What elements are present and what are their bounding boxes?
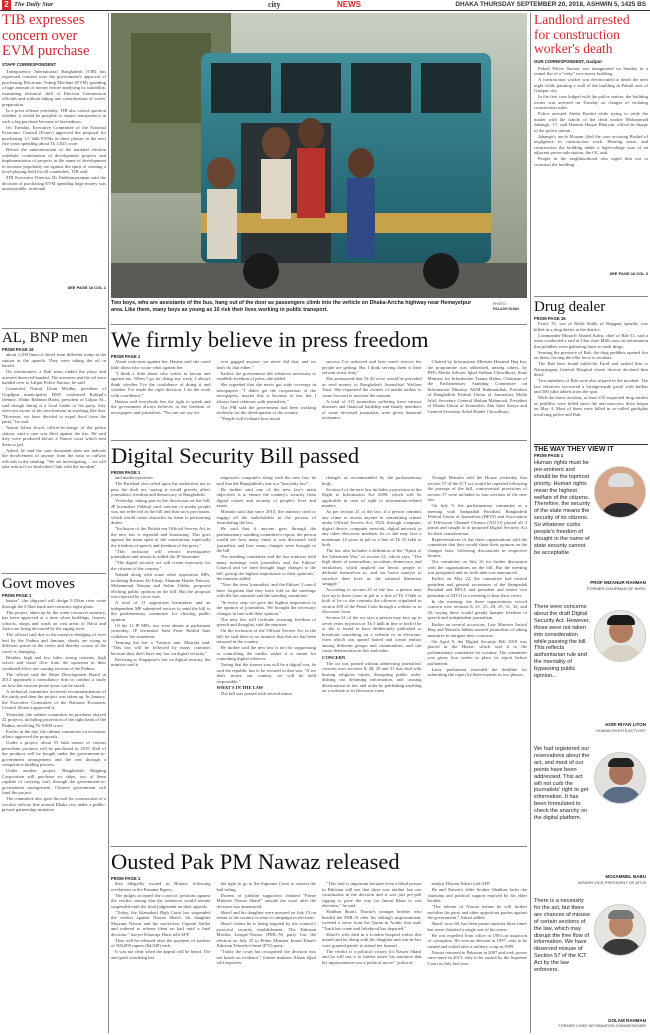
paragraph: the right to go to the Supreme Court to contest the bail ruling.: [216, 881, 316, 892]
opinion-title: FORMER CHIEF INFORMATION COMMISSIONER: [558, 1024, 646, 1028]
paragraph: Earlier on May 22, the committee had invited president and general secretaries of the Sampadak Parishad and BFUJ, and president and senior vice president of ATCO to a meeting to hear their views.: [427, 576, 527, 598]
paragraph: Yesterday, taking part in the discussion on the bill, JP lawmaker Fakhrul said concern of media people was not reflected in the bill and that such provisions, which would create obstacles for them to performing duties.: [111, 498, 211, 526]
paragraph: On the inclusion of the Official Secrets Act in the bill, he said there is no instance that this act has been misused in the country.: [216, 628, 316, 645]
paragraph: Referring to Singapore's law on digital security, the minister said it: [111, 656, 211, 668]
paragraph: The official said the Water Development Board in 2012 appointed a consultancy firm to conduct a study on how the erosion-prone areas can be saved.: [2, 671, 106, 688]
paragraph: He and Nawaz's elder brother Shahbaz lacks the charisma and political support enjoyed by his elder brother.: [427, 887, 527, 904]
paragraph: Mustafa said that since 2015, the ministry tried to engage all the stakeholders in the process of formulating the law.: [216, 509, 316, 526]
paragraph: The judges accepted the convicts' petitions against the verdict, noting that the sentences would remain suspended until the final judgement on their appeals.: [111, 892, 211, 909]
byline: OUR CORRESPONDENT, Gazipur: [534, 58, 603, 64]
paragraph: Representatives of the three organisations told the committee that they would share their opinion on the changes later, following discussions in respective forums.: [427, 536, 527, 559]
article-body: [2, 69, 106, 285]
paragraph: success I've achieved and how much service the people are getting. But I think serving them is their servant in my duty.": [322, 359, 422, 375]
section-label: city: [268, 0, 281, 9]
paragraph: The committee on July 16 for further discussion with the organisations on the bill. But the meeting was postponed and no fresh date was announced.: [427, 559, 527, 576]
paragraph: Noting that the former was will be a digital war, he said the republic has to be secured in that war. "If we don't secure our country, we will be held responsible.": [216, 662, 316, 684]
jump-line[interactable]: SEE PAGE 16 COL 6: [609, 270, 648, 276]
article-landlord: [534, 13, 648, 276]
kicker: FROM PAGE 16: [2, 347, 34, 352]
article-digital-security-bill: [111, 444, 527, 845]
paragraph: Asked, he said the case document does not indicate the involvement of anyone from the train or railway officials in the stealing. "We are investigating ... we will take action if we find others' link with the incident".: [2, 447, 106, 470]
paragraph: On information, a Rab team raided the place and arrested them red-handed. The arrestees and the oil were handed over to Lalpur Police Station, he said.: [2, 369, 106, 386]
opinion-item: [534, 898, 648, 1034]
avatar: [594, 610, 646, 662]
paragraph: Sharif, now 68, has been prime minister three times but never finished a single one of his terms.: [427, 921, 527, 932]
paragraph: TIB Executive Director Dr Iftekharuzzaman said the decision of purchasing EVM spending huge money was unreasonable, irrational: [2, 175, 106, 192]
paragraph: Sensing the presence of Rab, the drug peddlers opened fire on them, forcing the elite force to retaliate.: [534, 349, 648, 361]
headline: Digital Security Bill passed: [111, 443, 360, 468]
opinion-name: MOZAMMEL BABU: [605, 874, 646, 879]
paragraph: Police arrested Abdur Rashid while trying to settle the matter with the family of the dead worker Mohammad Jahangir, 17, said Hasmat Haque Bhuiyan, officer-in-charge of the police station.: [534, 111, 648, 133]
paragraph: The Rab later found bullet-hit Farid and rushed him to Narayanganj General Hospital where doctors declared him dead.: [534, 361, 648, 378]
opinion-quote: There were concerns about the draft Digital Security Act. However, those were not taken into consideration while passing the bill. This reflects authoritarian rule and the mentality of bypassing public opinion...: [534, 604, 590, 680]
opinion-name: HORI RIYAN LITON: [605, 722, 646, 727]
paragraph: Under another project, Bangladesh Shipping Corporation will purchase six ships, two of them capable of carrying coal, through the government-to-government arrangement. Chinese government will fund the project.: [2, 768, 106, 796]
headline: TIB expresses concern over EVM purchase: [2, 12, 90, 59]
subhead: WHAT'S IN THE LAW: [216, 685, 264, 691]
paragraph: The bill was passed with several minor: [220, 691, 293, 697]
caption-text: Two boys, who are assistants of the bus, hang out of the door as passengers climb into the vehicle on Dhaka-Aricha highway near Hemayetpur area. Like them, many boys as young as 10 risk their lives working in public transport.: [111, 300, 472, 313]
paragraph: Nahaid along with some other opposition MPs, including Rustom Ali Faraji, Shamim Haider Patwari, Mohammad Noman and Selim Uddin, proposed eliciting public opinion on the bill. But the proposal was rejected by voice vote.: [111, 572, 211, 600]
column: [428, 359, 528, 434]
paragraph: ever gagged anyone; we never did that, and we don't do that either.": [216, 359, 316, 370]
article-columns: [111, 881, 527, 1033]
paragraph: Dozens of jubilant supporters chanted "Prime Minister Nawaz Sharif" outside the court after the decision was announced.: [216, 892, 316, 909]
opinion-item: [534, 604, 648, 742]
paragraph: Sharif claims he is being targeted by the country's powerful security establishment. The Pakistan Muslim League-Nawaz (PML-N) party lost the election on July 25 to Prime Minister Imran Khan's Pakistan Tehreek-i-Insaf (PTI) party.: [216, 921, 316, 949]
column: [428, 881, 528, 1033]
paragraph: The project, taken up by the water resources ministry, has been approved at a time when buildings, houses, schools, shops and roads on vast areas of Naria and Jazira are being devoured by the raging river.: [2, 609, 106, 632]
opinion-quote: There is a necessity for the act, but there are chances of misuse of certain sections of the law, which may disrupt the free flow of information. We have observed misuse of Section 57 of the ICT Act by the law enforcers.: [534, 898, 590, 974]
paragraph: He said that if anyone goes through the parliamentary standing committee's report, the person would see how many times it was discussed with journalists and how many changes were brought to the bill.: [216, 526, 316, 554]
news-label: NEWS: [337, 0, 361, 9]
column: [111, 359, 211, 434]
paragraph: "The digital security act will create insecurity for the citizens of the country.": [111, 560, 211, 571]
headline: Govt moves: [2, 576, 75, 592]
article-press-freedom: [111, 328, 527, 434]
paragraph: On July 9, the parliamentary committee at a meeting with Sampadak Parishad, Bangladesh Federal Union of Journalists (BFUJ) and Association of Television Channel Owners (ATCO) placed all 3 points and sought to to proposed Digital Security Act for their consideration.: [427, 503, 527, 536]
paragraph: People in the neighbourhood also urged him not to construct the building: [534, 156, 648, 167]
paragraph: Commander Mosarff Ahmed Kabir, chief of Rab-11, said a team conducted a raid at Char Jone Mills area on information that peddlers were gathering there to trade drugs.: [534, 332, 648, 349]
paragraph: basins", the shipyard will design 9.25km river route through the 8.5km bank and construct eight ghats.: [2, 598, 106, 609]
paragraph: "I think a little about who writes in favour and against me. When I go for doing any work, I always think whether I've the confidence of doing it and whether I've made the right decision. I do the work with confidence.": [111, 370, 211, 398]
paragraph: Terming the law a "historic one, Mustafa said: "This law will be followed by many countries because they don't have any law on digital security.": [111, 639, 211, 656]
article-drug-dealer: [534, 299, 648, 443]
article-body: [2, 598, 106, 1030]
headline: Ousted Pak PM Nawaz released: [111, 849, 400, 874]
bus-photo-illustration: [111, 13, 527, 298]
byline: STAFF CORRESPONDENT: [2, 61, 57, 67]
paragraph: Transparency International Bangladesh (TIB) has expressed concern over the government's approval of purchasing Electronic Voting Machine (EVM) spending a huge amount of money before analysing its suitability, examining technical skill of Election Commission officials and without taking into consideration of voters' preparation.: [2, 68, 106, 107]
paragraph: With the latest incident, at least 235 suspected drug traders or peddlers were killed since the anti-narcotics drive began on May 4. Most of them were killed in so-called gunfights involving police and Rab.: [534, 395, 648, 417]
paragraph: She announced that Tk 20 crore would be provided as seed money to Bangladesh Journalists' Welfare Trust. She requested the owners of media outlets to come forward to increase the amount.: [322, 376, 422, 398]
paragraph: About criticisms against her, Hasina said she cared little about who wrote what against her.: [111, 359, 211, 370]
column: [217, 881, 317, 1033]
paragraph: In the meeting, the three organisations voiced concern over sections 8, 21, 25, 28, 29, 31, 32, and 43, saying these would greatly hamper freedom of speech and independent journalism.: [427, 598, 527, 621]
paragraph: Of the 11 JP MPs, two were absent in parliament yesterday. JP lawmaker Sani Ferer Rashid later withdrew her statement.: [111, 622, 211, 639]
paragraph: Chaired by Information Minister Hasanul Haq Inu, the programme was addressed, among others, by PM's Media Adviser Iqbal Sobhan Chowdhury, State Minister for Information Tarana Halim, Chairman of the Parliamentary Standing Committee on Information Ministry AKM Rahmatullah, President of Bangladesh Federal Union of Journalists Molla Jalal, Secretary General Shaban Mahmood, President of Dhaka Union of Journalists Abu Jafar Suriya and General Secretary Sohel Haider Chowdhury.: [427, 359, 527, 414]
kicker: FROM PAGE 1: [534, 453, 564, 458]
paragraph: He was expelled from office in 1993 on suspicion of corruption. He won an election in 1997, only to be ousted and exiled after a military coup in 1999.: [427, 932, 527, 949]
paragraph: The standing committee and the law ministry held many meetings with journalists and the Editors' Council and we have brought huge changes to the bill, giving the highest importance to their opinions," the minister added.: [216, 554, 316, 582]
article-al-bnp: [2, 330, 106, 564]
opinion-item: [534, 746, 648, 894]
paragraph: changes as recommended by the parliamentary body.: [322, 475, 422, 486]
paragraph: The act was passed without addressing journalists' concern over sections 8, 28, 29 and 31 that deal with hurting religious values, disrupting public order, dishing out defaming information, and causing deterioration in law and order by publishing anything on a website or in electronic form.: [322, 660, 422, 694]
paragraph: A total of 315 journalists suffering from various diseases and financial hardship and family members of some deceased journalists were given financial assistance.: [322, 398, 422, 421]
photo-caption: [111, 300, 527, 322]
opinion-quote: Human rights must be pre-eminent and should be the topmost priority. Human rights mean the highest welfare of the citizens. Therefore, the security of the state means the security of its citizens. So whatever curbs people's freedom of thought in the name of state security cannot be acceptable.: [534, 460, 590, 556]
paragraph: about 3,100 lines of diesel from different trains in the station in the upazila. They were taking the oil in barrels.: [2, 352, 106, 368]
paragraph: Pubail Police Station was inaugurated on Sunday in a rented flat of a "risky" two-storey building.: [534, 65, 648, 76]
paragraph: "People will evaluate how much: [220, 416, 281, 422]
headline: Drug dealer: [534, 299, 606, 315]
paragraph: they allegedly owned in Britain, following revelations in the Panama Papers.: [111, 881, 211, 892]
column: [322, 359, 422, 434]
kicker: FROM PAGE 1: [111, 470, 141, 475]
paragraph: The committee also gave the nod for construction of a circular railway line around Dhaka city under a public-private partnership initiative.: [2, 796, 106, 813]
paragraph: "This inclusion will restrict investigative journalism and research; added the JP lawmaker.: [111, 548, 211, 560]
kicker: FROM PAGE 1: [2, 593, 32, 598]
paragraph: A technical committee reviewed recommendations of the study and then the project was taken up. In January, the Executive Committee of the National Economic Council (Ecnec) approved it.: [2, 688, 106, 711]
paragraph: As per section 21 of the law, if a person commits any crime or assists anyone in committing crimes under Official Secrets Act, 1923, through computer, digital device, computer network, digital network or any other electronic medium, he or she may face a maximum 14 years in jail or a fine of Tk 25 lakh or both.: [322, 509, 422, 548]
page-number: 2: [2, 0, 11, 10]
dateline: DHAKA THURSDAY SEPTEMBER 20, 2018, ASHWIN 5, 1425 BS: [455, 1, 646, 8]
paragraph: A construction worker was electrocuted to death the next night while painting a wall of the building in Pubail area of Gazipur city.: [534, 77, 648, 94]
paragraph: The verdict is a political victory for Nawaz Sharif and he will use it to further assert his narrative that his imprisonment was a political move," political: [322, 948, 422, 965]
column: [111, 475, 211, 845]
paragraph: Section 3 of the new law includes a provision of the Right to Information Act 2009, which will be applicable in case of right to information-related matters.: [322, 486, 422, 509]
headline: Landlord arrested for construction worker's death: [534, 12, 630, 56]
headline: AL, BNP men: [2, 330, 88, 346]
opinion-name: PROF MIZANUR RAHMAN: [590, 580, 646, 585]
paper-name: The Daily Star: [14, 1, 54, 8]
paragraph: Nawaz returned to Pakistan in 2007 and took power once more in 2013, only to be ousted by the Supreme Court in July last year.: [427, 949, 527, 966]
subhead: CONCERN: [322, 654, 346, 660]
paragraph: Later, parliament extended the deadline for submitting the report by three months in two phases.: [427, 666, 527, 678]
avatar: [594, 904, 646, 956]
paragraph: Shahbaz Sharif, Nawaz's younger brother who headed the PML-N after his sibling's imprisonment, tweeted a verse from the Quran in Arabic that said: "Truth has come and falsehood has departed.": [322, 909, 422, 931]
opinion-item: [534, 460, 648, 600]
paragraph: empowers computers along with the new law, he said that the Bangladesh's one is a "heavenly law".: [216, 475, 316, 486]
paragraph: It was not clear when the appeal will be heard. The anti-graft watchdog has: [111, 949, 211, 960]
paragraph: "Today the court has recognised the decision was not based on evidence," former minister Ahsan Iqbal told reporters.: [216, 949, 316, 966]
opinion-title: HUMAN RIGHTS ACTIVIST: [596, 728, 646, 733]
paragraph: On Tuesday, Executive Committee of the National Economic Council (Ecnec) approved the proposal for purchasing 1.5 lakh EVMs in three phases in the next five years spending about Tk 3,825 crore.: [2, 124, 106, 147]
opinion-quote: We had registered our reservations about the act, and most of our points have been addressed. This act will not curb the journalists' right to get information. It has been formulated to check the anarchy on the digital platform.: [534, 746, 590, 822]
paragraph: According to section 25 of the law, a person may face up to three years in jail or a fine of Tk 3 lakh or both of he or she commits the offences stipulated in section 499 of the Penal Code through a website or in electronic form.: [322, 587, 422, 615]
paragraph: In a press release yesterday, TIB also raised question whether it would be possible to ensure transparency in such a big purchase because of hurriedness.: [2, 107, 106, 124]
paragraph: She regretted that she never got wide coverage in newspapers. "I didn't get the cooperation of the newspapers, maybe this is because of me, but I always have relations with journalists.": [216, 382, 316, 404]
kicker: FROM PAGE 1: [111, 354, 141, 359]
avatar: [594, 752, 646, 804]
column: [217, 475, 317, 845]
masthead: [0, 0, 650, 11]
paragraph: The official said due to the massive dredging of river bed by the Padma and Jamuna, shoals are rising at different points in the rivers and thereby course of the rivers is changing.: [2, 632, 106, 654]
paragraph: "The release of Nawaz means he will further mobilise his party and other opposition parties against the government," Askari added.: [427, 904, 527, 921]
paragraph: The Parishad also called upon the authorities not to pass the draft act, saying it would gravely affect journalistic freedom and democracy in Bangladesh.: [111, 481, 211, 498]
paragraph: He further said one of the new law's main objectives is to ensure the country's security from digital crimes and security of people's lives and assets.: [216, 486, 316, 509]
article-columns: [111, 359, 527, 434]
avatar: [594, 466, 646, 518]
paragraph: They will be released after the payment of sureties of 500,000 rupees ($4,038) each.: [111, 937, 211, 949]
article-govt-moves: [2, 576, 106, 1030]
paragraph: The PM said the government had been working tirelessly for the development of the country.: [216, 404, 316, 416]
paragraph: "Today, the Islamabad High Court has suspended the verdict against Nawaz Sharif, his daughter Maryam Nawaz and his son-in-law Captain Safdar and ordered to release them on bail until a final decision," lawyer Khawaja Haris told AFP.: [111, 909, 211, 937]
photo-credit-label: PHOTO:: [493, 302, 507, 306]
paragraph: In the first case lodged with the police station, the building owner was arrested on Tuesday on charges of violating construction rules.: [534, 94, 648, 111]
article-pak-pm: [111, 850, 527, 1033]
column: [322, 475, 422, 845]
paragraph: The law also includes a definition of the "Spirit of the Liberation War" in section 21, which says, "The high ideals of nationalism, socialism, democracy and secularism, which inspired our heroic people to dedicate themselves to, and our brave martyrs to sacrifice their lives in, the national liberation struggle.": [322, 548, 422, 587]
kicker: FROM PAGE 1: [111, 876, 141, 881]
opinion-title: FORMER CHAIRMAN OF NHRC: [586, 586, 646, 591]
article-tib: [2, 13, 106, 290]
paragraph: On April 9, the Digital Security Bill 2018 was placed in the House, which sent it to the parliamentary committee for scrutiny. The committee was given four weeks to place its report before parliament.: [427, 638, 527, 666]
kicker: FROM PAGE 16: [534, 316, 566, 321]
paragraph: Yesterday, the cabinet committee on purchase okayed 22 projects, including protection of the right bank of the Padma, involving Tk 9,800 crore.: [2, 711, 106, 728]
paragraph: and media operation.: [115, 475, 154, 480]
headline: We firmly believe in press freedom: [111, 327, 429, 352]
article-body: [534, 321, 648, 443]
paragraph: "This trial is important because even a blind person in Pakistan will see that there was neither law nor constitution in the decision and it was just pre-poll rigging to pave the way for Imran Khan to win elections," he said.: [322, 881, 422, 908]
column: [322, 881, 422, 1033]
paragraph: Earlier in the day, the cabinet committee on economic affairs approved the proposals.: [2, 728, 106, 740]
opinion-title: SENIOR VICE-PRESIDENT OF ATCO: [577, 880, 646, 885]
sidebar-header: THE WAY THEY VIEW IT: [534, 444, 648, 453]
paragraph: A total of 11 opposition lawmakers and an independent MP submitted notices to send the bill to the parliamentary committee for eliciting public opinion.: [111, 600, 211, 622]
paragraph: Before the announcement of the national election schedule, continuation of development projects and implementation of projects in the name of development to increase popularity are against the spirit of creating a level-playing field for all contenders, TIB said.: [2, 147, 106, 175]
column: [111, 881, 211, 1033]
paragraph: Hasina said everybody has the right to speak and the government always believes in the freedom of newspapers and journalists. "No one can say we: [111, 398, 211, 415]
paragraph: analyst Hassan Askari told AFP.: [431, 881, 491, 886]
opinion-name: GOLAM RAHMAN: [608, 1018, 646, 1023]
paragraph: The new law will facilitate ensuring freedom of speech and thoughts, said the minister.: [216, 616, 316, 628]
paragraph: Under a project, about 55 lakh tonnes of various petroleum products will be purchased in 2019. Half of the products will be bought under the government-to-government arrangement and the rest through a competitive bidding process.: [2, 740, 106, 768]
paragraph: Sharif's wife died in a London hospital earlier this month and he along with his daughter and son-in-law were granted parole to attend her funeral.: [322, 931, 422, 948]
jump-line[interactable]: SEE PAGE 16 COL 1: [67, 284, 106, 290]
paragraph: Earlier, the government did whatever necessary to establish freedom of press, she added.: [216, 370, 316, 382]
article-body: [534, 66, 648, 271]
news-photo: [111, 13, 527, 298]
paragraph: He further said the new law is not for suppressing or controlling the media, rather it is meant for containing digital offences.: [216, 645, 316, 662]
paragraph: Though Mustafa told the House yesterday that section 57 of the ICT act would be repealed following the passage of the bill, controversial provisions of section 57 were included in four sections of the new law.: [427, 475, 527, 502]
column: [217, 359, 317, 434]
paragraph: "In every step, we gave the highest importance to the opinion of journalists. We brought the necessary changes in line with their opinion.": [216, 599, 316, 616]
photo-credit-name: PALASH KHAN: [493, 307, 519, 311]
paragraph: Nazrul Islam Jewel, officer-in-charge of the police station, said a case was filed against the trio. He said they were produced before a Natore court which sent them to jail.: [2, 425, 106, 447]
article-body: [2, 352, 106, 564]
paragraph: Earlier on several occasions, Law Minister Anisul Huq and Mustafa Jabbar assured journalists of taking measures to mitigate their concerns.: [427, 621, 527, 638]
paragraph: Jahangir's uncle Mozam filed the case accusing Rashid of negligence in construction work. Hearing noise, and construction the building under a high-voltage wire of an adjacent power sub-station, the OC said.: [534, 133, 648, 156]
paragraph: Farid, 35, son of Rafid Shikh of Rupganj upazila, was killed in a drug dealer in the district.: [534, 321, 648, 332]
paragraph: "Now the term 'journalists' and the Editors' Council have forgotten that they have told us the meetings with the law minister and the standing committee.: [216, 582, 316, 599]
paragraph: Two members of Rab were also injured in the incident. The law enforcers recovered a foreign-made pistol with bullets and 500 yaba tablets from the spot.: [534, 378, 648, 395]
paragraph: "Inclusion of the British-era Official Secrets Act in the new law is regretful and frustrating. This goes against the main spirit of the constitution, especially the freedom of speech and freedom of the press.": [111, 526, 211, 548]
sidebar-way-they-view-it: [534, 444, 648, 1035]
paragraph: Contacted, Nasrul Islam Mridha, president of Gopalpur municipality BNP, confirmed Rafiqul's identity. Abdur Rahman Hadsi, president of Lalpur AL, said though Imtiaj is a local leader of his party, they were not aware of his involvement in anything like that. "However, we have decided to expel Awal from the party," he said.: [2, 386, 106, 425]
paragraph: Section 31 of the act says a person may face up to seven years in prison or Tk 5 lakh in fine or both if he or she is found to have deliberately published or broadcast something on a website or in electronic form which can spread hatred and create enmity among different groups and communities, and can cause deterioration in law and order.: [322, 615, 422, 654]
article-columns: [111, 475, 527, 845]
paragraph: Besides, high and low tides, strong currents, high waves and water flow from the upstream in their combined effect are causing erosion of the Padma.: [2, 654, 106, 671]
paragraph: Sharif and his daughter were arrested on July 13 on return to the country in time to campaign in elections.: [216, 909, 316, 921]
column: [428, 475, 528, 845]
